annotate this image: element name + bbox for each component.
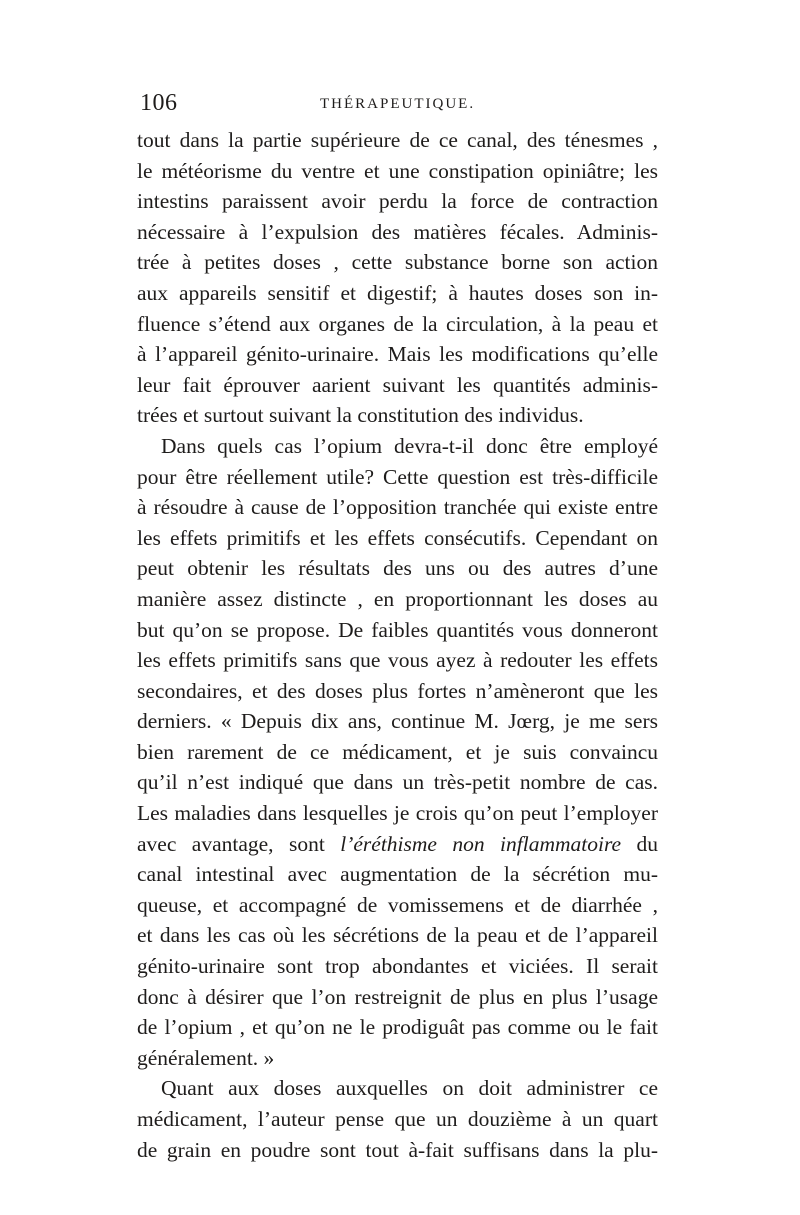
text-line-with-italic — [137, 829, 658, 860]
text-line: médicament, l’auteur pense que un douzième à un quart — [137, 1107, 658, 1131]
text-line: pour être réellement utile? Cette question est très-difficile — [137, 464, 658, 489]
text-line: le météorisme du ventre et une constipation opiniâtre; les — [137, 158, 658, 183]
text-line: et dans les cas où les sécrétions de la peau et de l’appareil — [137, 923, 658, 948]
text-line: les effets primitifs sans que vous ayez à redouter les effets — [137, 648, 658, 673]
text-line: tout dans la partie supérieure de ce canal, des ténesmes , — [137, 128, 658, 152]
italic-term: l’éréthisme non inflammatoire — [340, 831, 622, 856]
page-number: 106 — [140, 90, 178, 116]
text-line: peut obtenir les résultats des uns ou des autres d’une — [137, 556, 658, 581]
running-head — [140, 90, 660, 120]
paragraph-start-line: Quant aux doses auxquelles on doit administrer ce — [161, 1076, 658, 1101]
body-text — [137, 125, 658, 1165]
text-line: les effets primitifs et les effets consécutifs. Cependant on — [137, 525, 658, 550]
text-line: nécessaire à l’expulsion des matières fécales. Adminis- — [137, 219, 658, 244]
text-line: but qu’on se propose. De faibles quantités vous donneront — [137, 617, 658, 642]
text-line: leur fait éprouver aarient suivant les quantités adminis- — [137, 372, 658, 397]
text-line: de l’opium , et qu’on ne le prodiguât pas comme ou le fait — [137, 1015, 658, 1040]
text-line: à l’appareil génito-urinaire. Mais les modifications qu’elle — [137, 342, 658, 367]
text-line: derniers. « Depuis dix ans, continue M. Jœrg, je me sers — [137, 709, 658, 734]
text-line: qu’il n’est indiqué que dans un très-petit nombre de cas. — [137, 770, 658, 795]
text-line: Les maladies dans lesquelles je crois qu’on peut l’employer — [137, 801, 658, 826]
paragraph-start-line: Dans quels cas l’opium devra-t-il donc être employé — [161, 433, 658, 458]
text-line: bien rarement de ce médicament, et je suis convaincu — [137, 739, 658, 764]
text-line: fluence s’étend aux organes de la circulation, à la peau et — [137, 311, 658, 336]
text-line: à résoudre à cause de l’opposition tranchée qui existe entre — [137, 495, 658, 520]
text-line: manière assez distincte , en proportionnant les doses au — [137, 586, 658, 611]
text-line: trée à petites doses , cette substance borne son action — [137, 250, 658, 275]
text-line: canal intestinal avec augmentation de la sécrétion mu- — [137, 862, 658, 887]
running-title: THÉRAPEUTIQUE. — [320, 96, 476, 112]
paragraph-end-line: trées et surtout suivant la constitution des individus. — [137, 403, 584, 428]
text-line: queuse, et accompagné de vomissemens et de diarrhée , — [137, 892, 658, 917]
text-line: secondaires, et des doses plus fortes n’amèneront que les — [137, 678, 658, 703]
paragraph-end-line: généralement. » — [137, 1045, 275, 1070]
line-start: avec avantage, sont — [137, 831, 325, 856]
text-line: de grain en poudre sont tout à-fait suffisans dans la plu- — [137, 1137, 658, 1162]
text-line: génito-urinaire sont trop abondantes et viciées. Il serait — [137, 954, 658, 979]
text-line: aux appareils sensitif et digestif; à hautes doses son in- — [137, 280, 658, 305]
line-end: du — [636, 831, 659, 856]
text-line: intestins paraissent avoir perdu la force de contraction — [137, 189, 658, 214]
text-line: donc à désirer que l’on restreignit de plus en plus l’usage — [137, 984, 658, 1009]
